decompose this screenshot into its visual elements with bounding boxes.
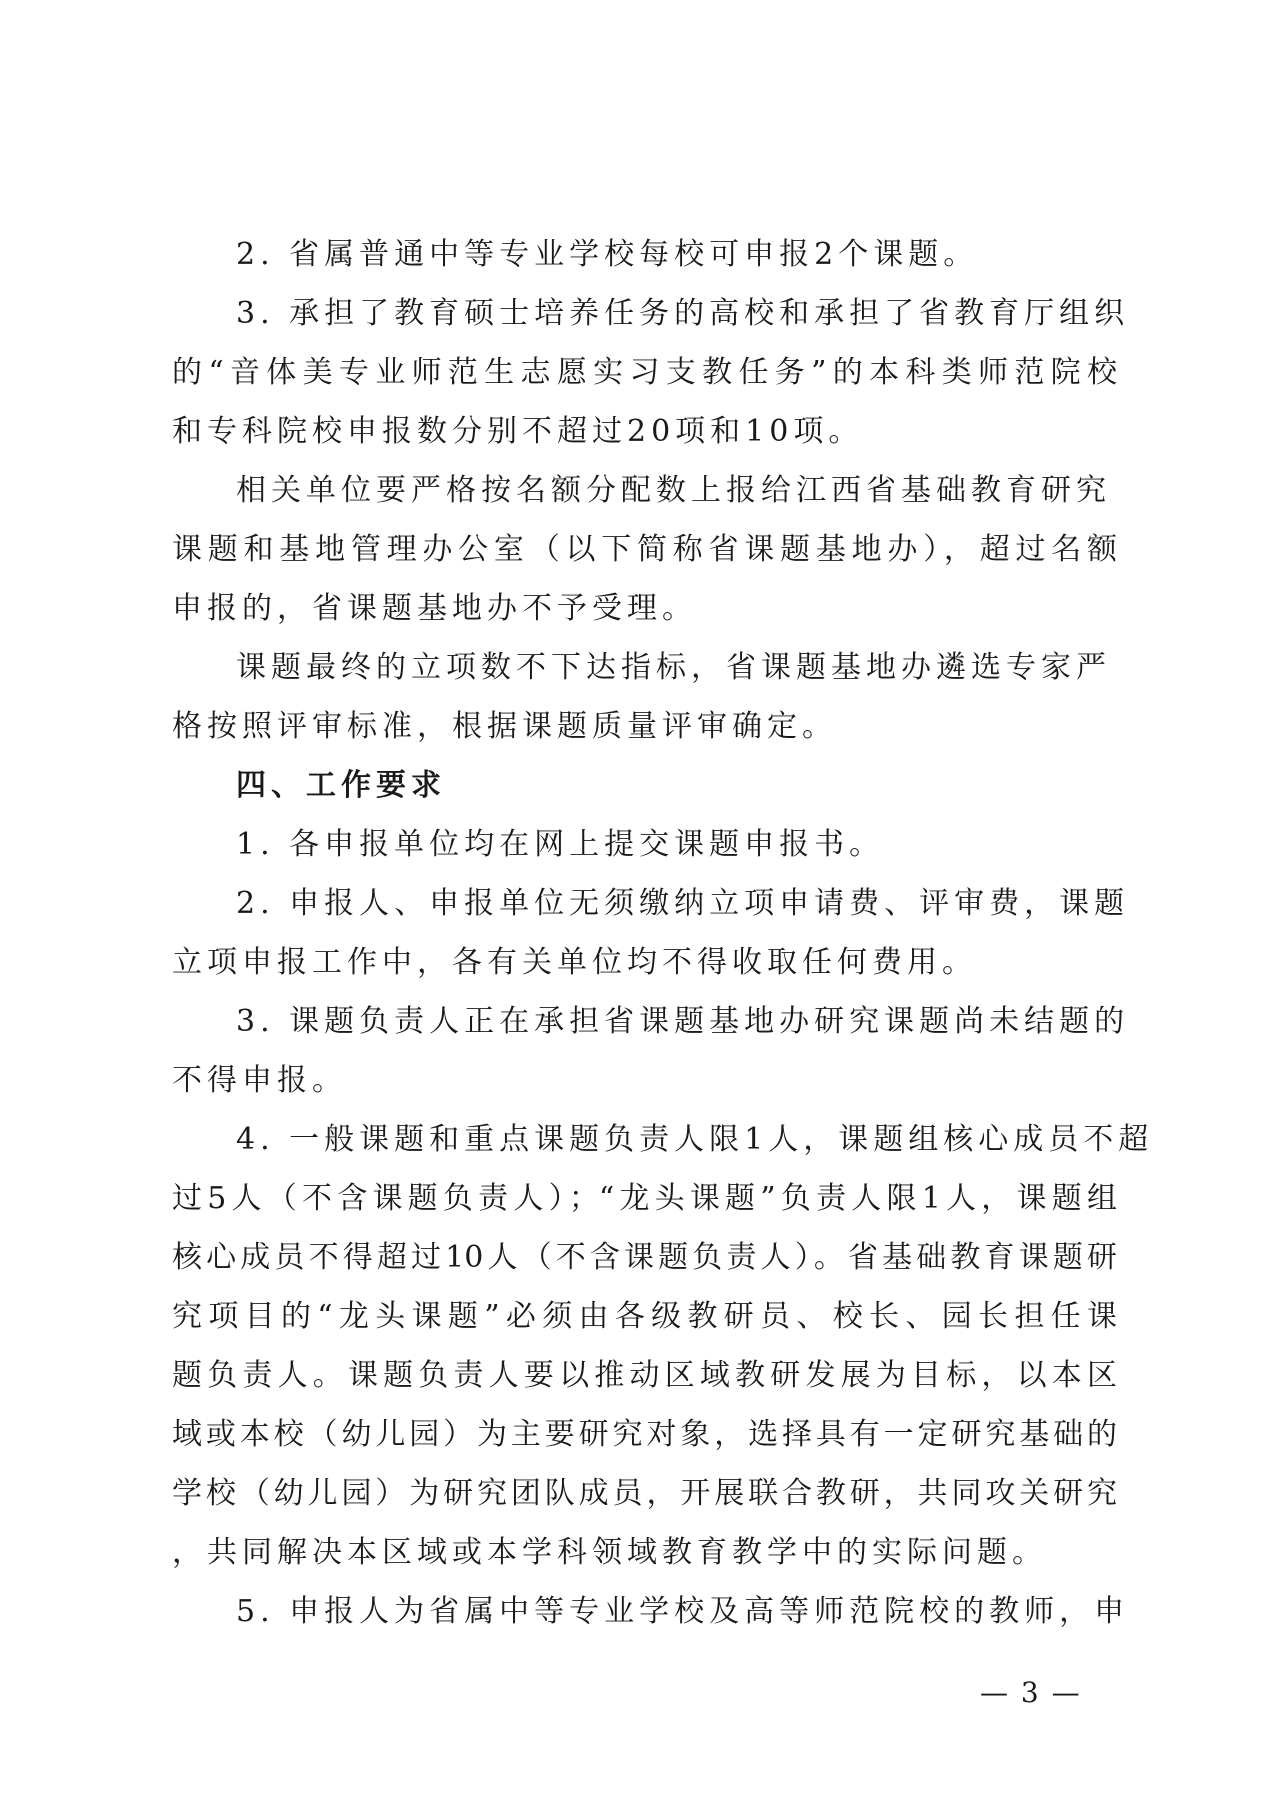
paragraph-line: 5. 申报人为省属中等专业学校及高等师范院校的教师，申 (236, 1594, 1130, 1629)
document-body (172, 225, 1154, 1641)
paragraph-line: 立项申报工作中，各有关单位均不得收取任何费用。 (172, 945, 977, 980)
paragraph-line: 域或本校（幼儿园）为主要研究对象，选择具有一定研究基础的 (172, 1417, 1117, 1452)
paragraph-line: 和专科院校申报数分别不超过20项和10项。 (172, 414, 864, 449)
paragraph-line: 3. 课题负责人正在承担省课题基地办研究课题尚未结题的 (236, 1004, 1130, 1039)
paragraph-line: 2. 申报人、申报单位无须缴纳立项申请费、评审费，课题 (236, 886, 1130, 921)
paragraph-line: 题负责人。课题负责人要以推动区域教研发展为目标，以本区 (172, 1358, 1117, 1393)
paragraph-line: 学校（幼儿园）为研究团队成员，开展联合教研，共同攻关研究 (172, 1476, 1117, 1511)
section-heading: 四、工作要求 (236, 768, 446, 803)
paragraph-line: 的“音体美专业师范生志愿实习支教任务”的本科类师范院校 (172, 355, 1117, 390)
paragraph-line: 格按照评审标准，根据课题质量评审确定。 (172, 709, 837, 744)
paragraph-line: 课题最终的立项数不下达指标，省课题基地办遴选专家严 (236, 650, 1111, 685)
paragraph-line: 课题和基地管理办公室（以下简称省课题基地办），超过名额 (172, 532, 1117, 567)
paragraph-line: 不得申报。 (172, 1063, 347, 1098)
paragraph-line: 相关单位要严格按名额分配数上报给江西省基础教育研究 (236, 473, 1111, 508)
paragraph-line: 2. 省属普通中等专业学校每校可申报2个课题。 (236, 237, 979, 272)
paragraph-line: 过5人（不含课题负责人）；“龙头课题”负责人限1人，课题组 (172, 1181, 1117, 1216)
paragraph-line: 究项目的“龙头课题”必须由各级教研员、校长、园长担任课 (172, 1299, 1117, 1334)
paragraph-line: 4. 一般课题和重点课题负责人限1人，课题组核心成员不超 (236, 1122, 1154, 1157)
paragraph-line: 核心成员不得超过10人（不含课题负责人）。省基础教育课题研 (172, 1240, 1117, 1275)
paragraph-line: ，共同解决本区域或本学科领域教育教学中的实际问题。 (172, 1535, 1047, 1570)
paragraph-line: 1. 各申报单位均在网上提交课题申报书。 (236, 827, 885, 862)
page-number: — 3 — (980, 1676, 1082, 1709)
paragraph-line: 申报的，省课题基地办不予受理。 (172, 591, 697, 626)
paragraph-line: 3. 承担了教育硕士培养任务的高校和承担了省教育厅组织 (236, 296, 1130, 331)
